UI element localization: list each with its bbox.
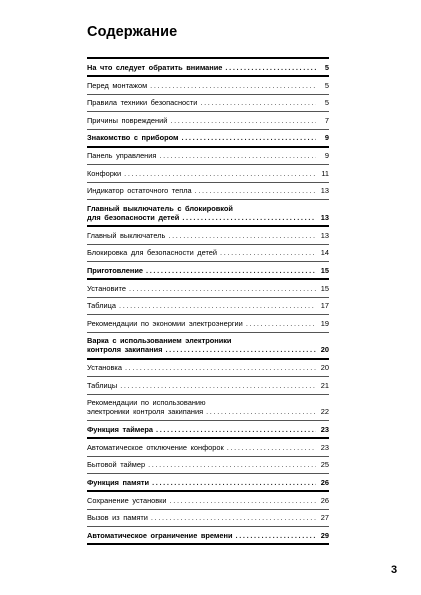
toc-entry[interactable] — [87, 165, 329, 183]
toc-entry-title: Вызов из памяти — [87, 513, 148, 522]
toc-entry[interactable] — [87, 360, 329, 378]
toc-entry[interactable] — [87, 227, 329, 245]
toc-entry[interactable] — [87, 95, 329, 113]
toc-entry[interactable] — [87, 377, 329, 395]
toc-entry[interactable] — [87, 395, 329, 422]
toc-entry-title: контроля закипания — [87, 345, 163, 354]
toc-entry-page: 9 — [324, 133, 329, 142]
toc-entry-title: Установите — [87, 283, 126, 293]
toc-entry[interactable] — [87, 527, 329, 545]
toc-entry-page: 13 — [320, 212, 329, 222]
toc-dot-leader — [236, 531, 316, 540]
toc-entry-title: Знакомство с прибором — [87, 133, 179, 142]
toc-entry-title-line: Главный выключатель с блокировкой — [87, 203, 233, 213]
toc-dot-leader — [165, 345, 316, 354]
toc-dot-leader — [170, 496, 316, 505]
toc-dot-leader — [119, 301, 316, 310]
toc-dot-leader — [220, 248, 316, 257]
toc-entry-page: 5 — [324, 80, 329, 90]
toc-entry-title: На что следует обратить внимание — [87, 62, 223, 72]
toc-entry-title: для безопасности детей — [87, 212, 180, 222]
toc-entry-title: Таблица — [87, 301, 116, 310]
toc-entry-page: 26 — [320, 477, 329, 487]
toc-entry[interactable] — [87, 183, 329, 201]
toc-dot-leader — [246, 319, 316, 328]
page-number: 3 — [391, 564, 398, 576]
toc-dot-leader — [225, 63, 316, 72]
toc-dot-leader — [129, 284, 316, 293]
toc-entry-title: Перед монтажом — [87, 80, 148, 90]
toc-entry-title: Причины повреждений — [87, 115, 168, 125]
toc-dot-leader — [206, 407, 316, 416]
toc-dot-leader — [156, 425, 316, 434]
toc-entry-page: 13 — [320, 230, 329, 240]
toc-entry[interactable] — [87, 148, 329, 166]
toc-entry-page: 5 — [324, 98, 329, 107]
toc-entry-title: Сохранение установки — [87, 495, 167, 505]
toc-dot-leader — [182, 213, 316, 222]
toc-entry-title: Приготовление — [87, 265, 143, 275]
toc-dot-leader — [120, 381, 316, 390]
toc-entry[interactable] — [87, 77, 329, 95]
toc-entry-title: Главный выключатель — [87, 230, 166, 240]
toc-entry[interactable] — [87, 333, 329, 360]
toc-entry-page: 17 — [320, 301, 329, 310]
toc-entry[interactable] — [87, 474, 329, 492]
toc-entry-title: Автоматическое отключение конфорок — [87, 442, 224, 452]
toc-dot-leader — [124, 169, 316, 178]
toc-entry[interactable] — [87, 315, 329, 333]
toc-entry[interactable] — [87, 421, 329, 439]
toc-entry[interactable] — [87, 57, 329, 77]
toc-dot-leader — [150, 81, 316, 90]
toc-entry-page: 23 — [320, 442, 329, 452]
toc-entry[interactable] — [87, 280, 329, 298]
toc-dot-leader — [146, 266, 316, 275]
toc-entry-page: 20 — [320, 345, 329, 354]
toc-entry-title: Правила техники безопасности — [87, 98, 198, 107]
toc-entry-page: 19 — [320, 318, 329, 328]
toc-entry-page: 26 — [320, 495, 329, 505]
toc-entry-title: Установка — [87, 363, 122, 372]
toc-entry-page: 29 — [320, 530, 329, 540]
toc-entry-page: 21 — [320, 380, 329, 390]
toc-entry-page: 7 — [324, 115, 329, 125]
toc-entry-page: 15 — [320, 265, 329, 275]
toc-dot-leader — [170, 116, 316, 125]
toc-dot-leader — [152, 478, 316, 487]
toc-entry[interactable] — [87, 298, 329, 316]
toc-dot-leader — [200, 98, 316, 107]
toc-entry[interactable] — [87, 262, 329, 280]
toc-entry-page: 9 — [324, 151, 329, 160]
toc-entry[interactable] — [87, 492, 329, 510]
toc-entry-title: Автоматическое ограничение времени — [87, 530, 233, 540]
toc-entry-title: электроники контроля закипания — [87, 407, 204, 416]
toc-entry-title: Функция таймера — [87, 424, 154, 434]
table-of-contents — [87, 57, 329, 545]
toc-entry-page: 15 — [320, 283, 329, 293]
toc-entry-page: 13 — [320, 186, 329, 195]
toc-entry-title-line: Рекомендации по использованию — [87, 398, 206, 407]
toc-dot-leader — [159, 151, 316, 160]
toc-entry-title: Бытовой таймер — [87, 460, 146, 469]
toc-entry[interactable] — [87, 130, 329, 148]
toc-entry-title: Индикатор остаточного тепла — [87, 186, 192, 195]
toc-entry-title: Конфорки — [87, 168, 122, 178]
page-title: Содержание — [87, 24, 178, 40]
toc-entry-page: 11 — [321, 168, 329, 178]
toc-entry-page: 14 — [320, 248, 329, 257]
toc-entry-title: Таблицы — [87, 380, 118, 390]
toc-entry[interactable] — [87, 439, 329, 457]
toc-dot-leader — [182, 133, 317, 142]
toc-entry[interactable] — [87, 457, 329, 475]
toc-entry[interactable] — [87, 510, 329, 528]
toc-dot-leader — [195, 186, 316, 195]
toc-entry[interactable] — [87, 112, 329, 130]
toc-entry-title: Панель управления — [87, 151, 157, 160]
toc-entry-page: 27 — [320, 513, 329, 522]
toc-entry-page: 25 — [320, 460, 329, 469]
toc-entry-title: Блокировка для безопасности детей — [87, 248, 218, 257]
toc-entry-page: 20 — [320, 363, 329, 372]
toc-entry[interactable] — [87, 200, 329, 227]
toc-dot-leader — [227, 443, 316, 452]
toc-entry-page: 5 — [324, 62, 329, 72]
toc-entry[interactable] — [87, 245, 329, 263]
toc-dot-leader — [148, 460, 316, 469]
toc-entry-page: 23 — [320, 424, 329, 434]
toc-dot-leader — [168, 231, 316, 240]
toc-entry-page: 22 — [320, 407, 329, 416]
toc-entry-title: Функция памяти — [87, 477, 150, 487]
toc-entry-title-line: Варка с использованием электроники — [87, 336, 232, 345]
toc-dot-leader — [125, 363, 316, 372]
toc-dot-leader — [151, 513, 316, 522]
toc-entry-title: Рекомендации по экономии электроэнергии — [87, 318, 243, 328]
